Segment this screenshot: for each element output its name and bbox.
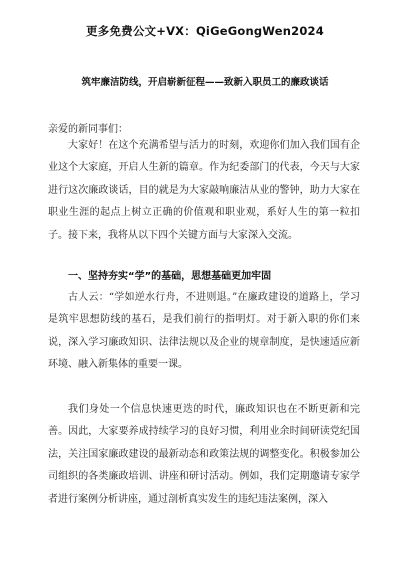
salutation: 亲爱的新同事们： bbox=[48, 124, 128, 135]
watermark-banner: 更多免费公文+VX：QiGeGongWen2024 bbox=[86, 24, 324, 38]
body-paragraph: 古人云：“学如逆水行舟，不进则退。”在廉政建设的道路上，学习是筑牢思想防线的基石，是我们前行的指明灯。对于新入职的你们来说，深入学习廉政知识、法律法规以及企业的规章制度，是快速适应新环境、融入新集体的重要一课。 bbox=[48, 292, 360, 371]
body-paragraph: 我们身处一个信息快速更迭的时代，廉政知识也在不断更新和完善。因此，大家要养成持续学习的良好习惯，利用业余时间研读党纪国法，关注国家廉政建设的最新动态和政策法规的调整变化。积极参加公司组织的各类廉政培训、讲座和研讨活动。例如，我们定期邀请专家学者进行案例分析讲座，通过剖析真实发生的违纪违法案例，深入 bbox=[48, 404, 360, 505]
document-title: 筑牢廉洁防线，开启崭新征程——致新入职员工的廉政谈话 bbox=[81, 77, 329, 88]
section-heading: 一、坚持夯实“学”的基础，思想基础更加牢固 bbox=[68, 271, 272, 282]
body-paragraph: 大家好！在这个充满希望与活力的时刻，欢迎你们加入我们国有企业这个大家庭，开启人生新的篇章。作为纪委部门的代表，今天与大家进行这次廉政谈话，目的就是为大家敲响廉洁从业的警钟，助力大家在职业生涯的起点上树立正确的价值观和职业观，系好人生的第一粒扣子。接下来，我将从以下四个关键方面与大家深入交流。 bbox=[48, 140, 360, 241]
